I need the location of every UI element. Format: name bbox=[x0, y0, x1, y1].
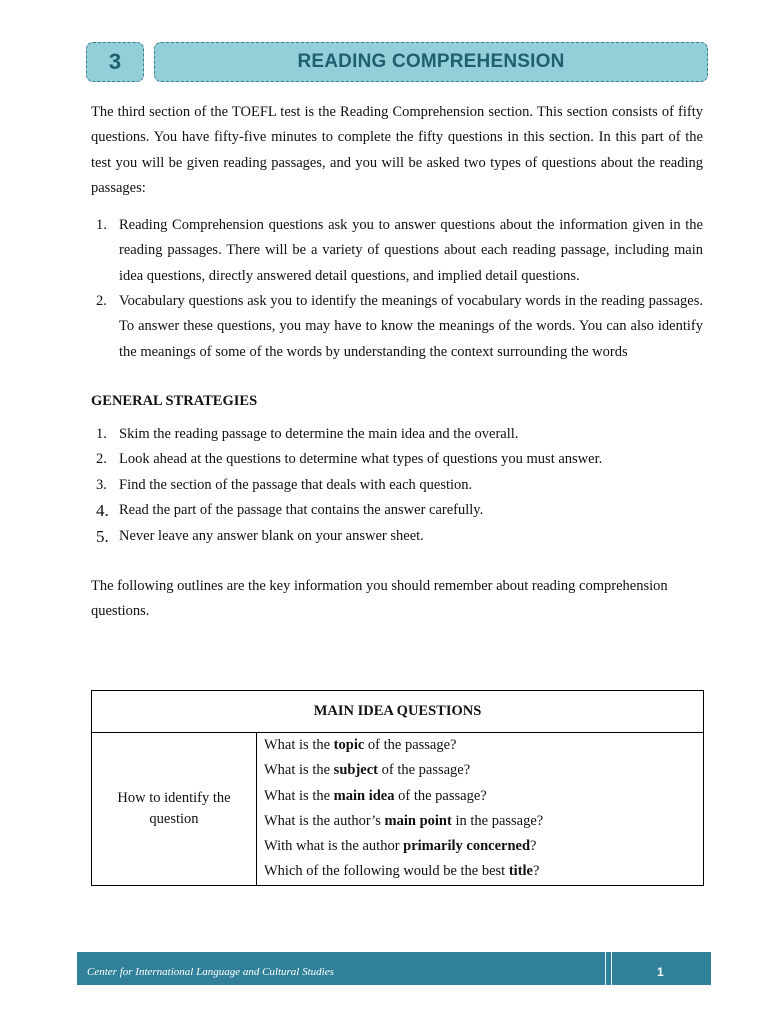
section-number-badge bbox=[86, 42, 144, 82]
question-example: With what is the author primarily concerned? bbox=[264, 838, 537, 855]
list-number: 1. bbox=[96, 217, 107, 234]
row-label: How to identify the question bbox=[92, 733, 257, 886]
list-number: 3. bbox=[96, 476, 107, 493]
question-example: What is the topic of the passage? bbox=[264, 737, 457, 753]
question-examples bbox=[257, 733, 704, 886]
list-text: Reading Comprehension questions ask you to answer questions about the information given in the reading passages. There will be a variety of questions about each reading passage, including main idea questions, directly answered detail questions, and implied detail questions. bbox=[119, 217, 703, 284]
intro-paragraph: The third section of the TOEFL test is the Reading Comprehension section. This section consists of fifty questions. You have fifty-five minutes to complete the fifty questions in this section. In this part of the test you will be given reading passages, and you will be asked two types of questions about the reading passages: bbox=[91, 104, 703, 196]
list-number: 2. bbox=[96, 293, 107, 310]
main-content bbox=[91, 100, 703, 624]
page-footer bbox=[77, 952, 711, 985]
strategies-list bbox=[91, 422, 703, 550]
question-types-list bbox=[91, 213, 703, 365]
section-title: READING COMPREHENSION bbox=[297, 51, 565, 72]
question-example: What is the author’s main point in the passage? bbox=[264, 812, 544, 829]
page-number: 1 bbox=[657, 965, 664, 979]
footer-divider bbox=[605, 952, 612, 985]
list-text: Look ahead at the questions to determine what types of questions you must answer. bbox=[119, 451, 603, 468]
list-item bbox=[91, 473, 703, 499]
section-title-banner bbox=[154, 42, 708, 82]
list-text: Find the section of the passage that deals with each question. bbox=[119, 476, 473, 493]
list-item bbox=[91, 422, 703, 448]
footer-institution: Center for International Language and Cultural Studies bbox=[87, 966, 334, 978]
list-text: Never leave any answer blank on your answer sheet. bbox=[119, 527, 424, 544]
list-number: 2. bbox=[96, 451, 107, 468]
list-text: Read the part of the passage that contains the answer carefully. bbox=[119, 502, 484, 519]
list-item bbox=[91, 447, 703, 473]
question-example: Which of the following would be the best title? bbox=[264, 863, 540, 880]
table-heading: MAIN IDEA QUESTIONS bbox=[92, 691, 704, 733]
strategies-heading: GENERAL STRATEGIES bbox=[91, 392, 258, 409]
list-item bbox=[91, 289, 703, 365]
main-idea-table bbox=[91, 690, 704, 886]
list-text: Vocabulary questions ask you to identify the meanings of vocabulary words in the reading passages. To answer these questions, you may have to know the meanings of the words. You can also identify the meanings of some of the words by understanding the context surrounding the words bbox=[119, 293, 703, 360]
list-number: 4. bbox=[96, 501, 109, 521]
list-number: 5. bbox=[96, 526, 109, 546]
list-item bbox=[91, 498, 703, 524]
section-number: 3 bbox=[108, 49, 122, 74]
list-number: 1. bbox=[96, 425, 107, 442]
list-item bbox=[91, 524, 703, 550]
outline-intro: The following outlines are the key information you should remember about reading comprehension questions. bbox=[91, 578, 668, 620]
list-item bbox=[91, 213, 703, 289]
question-example: What is the main idea of the passage? bbox=[264, 787, 487, 804]
question-example: What is the subject of the passage? bbox=[264, 762, 471, 779]
list-text: Skim the reading passage to determine the main idea and the overall. bbox=[119, 425, 519, 442]
